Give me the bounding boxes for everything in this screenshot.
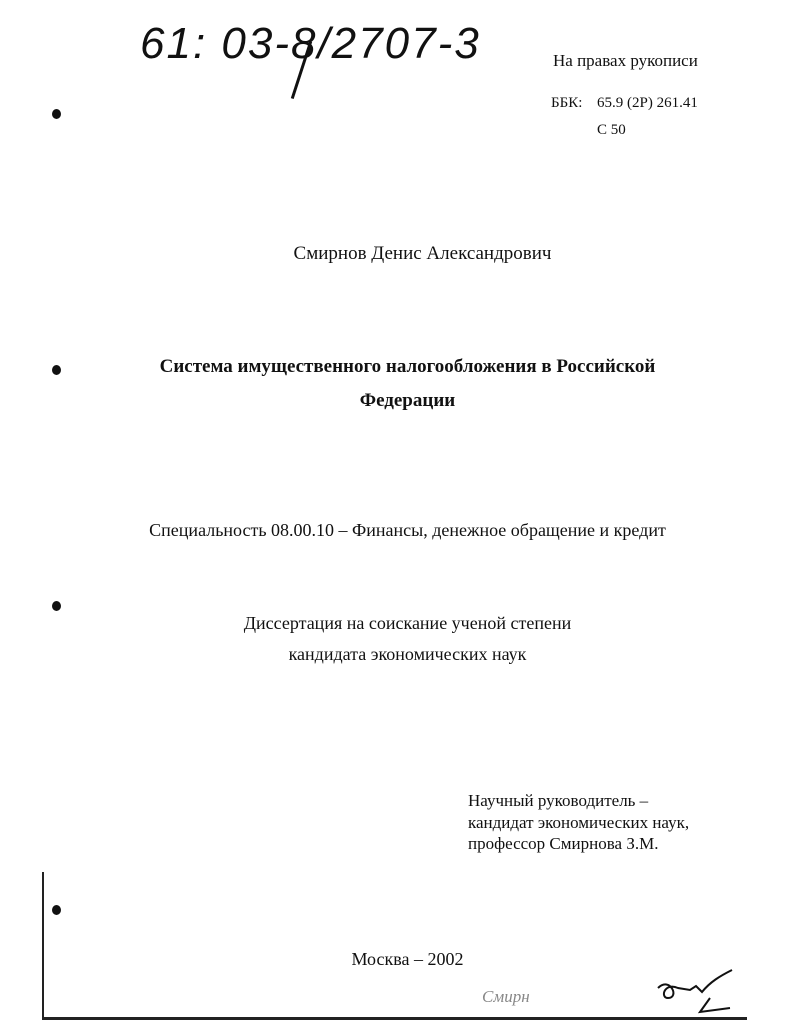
punch-hole-mark xyxy=(52,905,61,915)
signature-icon xyxy=(650,968,740,1018)
bbk-code: 65.9 (2Р) 261.41 xyxy=(597,95,698,111)
city-year: Москва – 2002 xyxy=(351,949,464,969)
specialty: Специальность 08.00.10 – Финансы, денежное обращение и кредит xyxy=(149,520,666,540)
title-line-2: Федерации xyxy=(359,390,456,411)
dissertation-line-1: Диссертация на соискание ученой степени xyxy=(243,613,572,633)
author-code: С 50 xyxy=(597,122,626,138)
supervisor-line-3: профессор Смирнова З.М. xyxy=(468,834,659,853)
manuscript-note: На правах рукописи xyxy=(553,51,698,70)
scan-border-left xyxy=(42,872,44,1020)
supervisor-line-2: кандидат экономических наук, xyxy=(468,813,690,832)
scan-border-bottom xyxy=(42,1017,747,1020)
punch-hole-mark xyxy=(52,601,61,611)
bbk-label: ББК: xyxy=(551,95,583,111)
dissertation-line-2: кандидата экономических наук xyxy=(288,644,527,664)
faint-stamp: Смирн xyxy=(482,987,530,1006)
handwritten-catalog-number: 61: 03-8/2707-3 xyxy=(140,19,481,68)
title-line-1: Система имущественного налогообложения в Российской xyxy=(159,356,656,377)
punch-hole-mark xyxy=(52,109,61,119)
author-name: Смирнов Денис Александрович xyxy=(293,243,552,264)
supervisor-line-1: Научный руководитель – xyxy=(468,791,649,810)
